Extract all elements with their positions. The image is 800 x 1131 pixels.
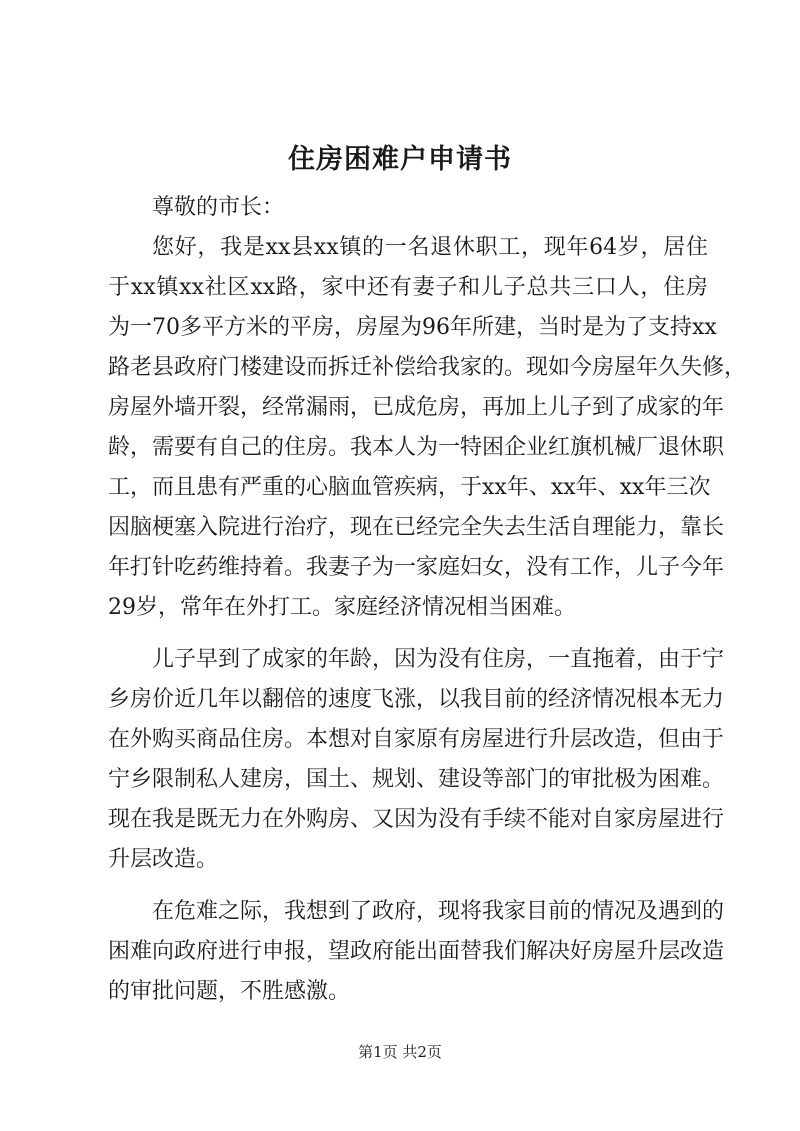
paragraph-line: 为一70多平方米的平房，房屋为96年所建，当时是为了支持xx [108,315,717,340]
paragraph-line: 现在我是既无力在外购房、又因为没有手续不能对自家房屋进行 [108,807,725,832]
page-footer: 第1页 共2页 [358,1043,442,1061]
paragraph-line: 因脑梗塞入院进行治疗，现在已经完全失去生活自理能力，靠长 [108,515,725,540]
paragraph-line: 年打针吃药维持着。我妻子为一家庭妇女，没有工作，儿子今年 [108,555,725,580]
paragraph-line: 房屋外墙开裂，经常漏雨，已成危房，再加上儿子到了成家的年 [108,395,725,420]
paragraph-line: 在外购买商品住房。本想对自家原有房屋进行升层改造，但由于 [108,727,725,752]
paragraph-line: 您好，我是xx县xx镇的一名退休职工，现年64岁，居住 [152,235,708,260]
document-title: 住房困难户申请书 [288,144,512,175]
paragraph-1 [108,228,747,628]
document-body [108,188,747,1012]
paragraph-line: 困难向政府进行申报，望政府能出面替我们解决好房屋升层改造 [108,939,725,964]
paragraph-2 [108,640,725,880]
salutation: 尊敬的市长： [152,195,285,220]
paragraph-line: 于xx镇xx社区xx路，家中还有妻子和儿子总共三口人，住房 [108,275,708,300]
paragraph-line: 宁乡限制私人建房，国土、规划、建设等部门的审批极为困难。 [108,767,725,792]
paragraph-line: 乡房价近几年以翻倍的速度飞涨，以我目前的经济情况根本无力 [108,687,725,712]
paragraph-line: 龄，需要有自己的住房。我本人为一特困企业红旗机械厂退休职 [108,435,725,460]
paragraph-line: 29岁，常年在外打工。家庭经济情况相当困难。 [108,595,576,620]
paragraph-line: 儿子早到了成家的年龄，因为没有住房，一直拖着，由于宁 [152,647,725,672]
paragraph-line: 路老县政府门楼建设而拆迁补偿给我家的。现如今房屋年久失修， [108,355,747,380]
paragraph-line: 升层改造。 [108,847,219,872]
paragraph-line: 的审批问题，不胜感激。 [108,979,351,1004]
paragraph-line: 工，而且患有严重的心脑血管疾病，于xx年、xx年、xx年三次 [108,475,711,500]
paragraph-line: 在危难之际，我想到了政府，现将我家目前的情况及遇到的 [152,899,725,924]
paragraph-3 [108,892,725,1012]
